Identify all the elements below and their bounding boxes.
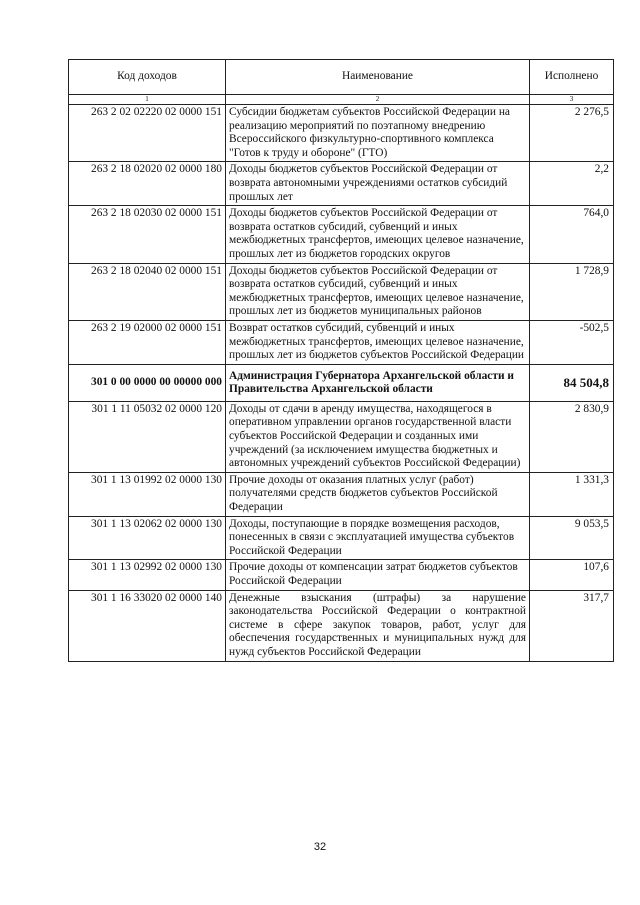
row-amount: 317,7: [530, 590, 614, 661]
row-name: Доходы, поступающие в порядке возмещения расходов, понесенных в связи с эксплуатацией имущества субъектов Российской Федерации: [226, 516, 530, 560]
row-amount: 2 830,9: [530, 401, 614, 472]
row-amount: 764,0: [530, 206, 614, 263]
table-row: [69, 560, 614, 590]
row-amount: 2,2: [530, 162, 614, 206]
column-number-3: 3: [530, 95, 614, 105]
row-amount: 9 053,5: [530, 516, 614, 560]
column-number-1: 1: [69, 95, 226, 105]
row-code: 301 1 13 02062 02 0000 130: [69, 516, 226, 560]
row-name: Прочие доходы от компенсации затрат бюджетов субъектов Российской Федерации: [226, 560, 530, 590]
row-name: Денежные взыскания (штрафы) за нарушение законодательства Российской Федерации о контрактной системе в сфере закупок товаров, работ, услуг для обеспечения государственных и муниципальных нужд для нужд субъектов Российской Федерации: [226, 590, 530, 661]
row-name: Доходы от сдачи в аренду имущества, находящегося в оперативном управлении органов государственной власти субъектов Российской Федерации и созданных ими учреждений (за исключением имущества бюджетных и автономных учреждений субъектов Российской Федерации): [226, 401, 530, 472]
column-number-row: [69, 95, 614, 105]
row-name: Возврат остатков субсидий, субвенций и иных межбюджетных трансфертов, имеющих целевое назначение, прошлых лет из бюджетов субъектов Российской Федерации: [226, 320, 530, 364]
table-row: [69, 105, 614, 162]
column-number-2: 2: [226, 95, 530, 105]
row-amount: 2 276,5: [530, 105, 614, 162]
row-amount: 107,6: [530, 560, 614, 590]
row-code: 263 2 18 02040 02 0000 151: [69, 263, 226, 320]
table-row-section-header: [69, 364, 614, 401]
row-code: 263 2 18 02020 02 0000 180: [69, 162, 226, 206]
row-code: 301 1 13 01992 02 0000 130: [69, 472, 226, 516]
row-code: 263 2 19 02000 02 0000 151: [69, 320, 226, 364]
row-name: Администрация Губернатора Архангельской области и Правительства Архангельской области: [226, 364, 530, 401]
row-code: 301 0 00 0000 00 00000 000: [69, 364, 226, 401]
table-row: [69, 472, 614, 516]
table-row: [69, 590, 614, 661]
row-code: 301 1 13 02992 02 0000 130: [69, 560, 226, 590]
table-row: [69, 401, 614, 472]
revenue-table: [68, 59, 614, 662]
page-number: 32: [313, 841, 327, 853]
row-name: Доходы бюджетов субъектов Российской Федерации от возврата автономными учреждениями остатков субсидий прошлых лет: [226, 162, 530, 206]
row-amount: 84 504,8: [530, 364, 614, 401]
document-page: [68, 59, 613, 662]
row-code: 263 2 18 02030 02 0000 151: [69, 206, 226, 263]
row-code: 263 2 02 02220 02 0000 151: [69, 105, 226, 162]
table-row: [69, 516, 614, 560]
row-name: Доходы бюджетов субъектов Российской Федерации от возврата остатков субсидий, субвенций и иных межбюджетных трансфертов, имеющих целевое назначение, прошлых лет из бюджетов муниципальных районов: [226, 263, 530, 320]
table-row: [69, 162, 614, 206]
row-code: 301 1 11 05032 02 0000 120: [69, 401, 226, 472]
row-name: Субсидии бюджетам субъектов Российской Федерации на реализацию мероприятий по поэтапному внедрению Всероссийского физкультурно-спортивного комплекса "Готов к труду и обороне" (ГТО): [226, 105, 530, 162]
row-amount: 1 728,9: [530, 263, 614, 320]
row-code: 301 1 16 33020 02 0000 140: [69, 590, 226, 661]
table-row: [69, 263, 614, 320]
header-amount: Исполнено: [530, 60, 614, 95]
row-amount: -502,5: [530, 320, 614, 364]
table-header-row: [69, 60, 614, 95]
table-row: [69, 320, 614, 364]
row-name: Прочие доходы от оказания платных услуг (работ) получателями средств бюджетов субъектов Российской Федерации: [226, 472, 530, 516]
header-name: Наименование: [226, 60, 530, 95]
header-code: Код доходов: [69, 60, 226, 95]
table-row: [69, 206, 614, 263]
row-name: Доходы бюджетов субъектов Российской Федерации от возврата остатков субсидий, субвенций и иных межбюджетных трансфертов, имеющих целевое назначение, прошлых лет из бюджетов городских округов: [226, 206, 530, 263]
row-amount: 1 331,3: [530, 472, 614, 516]
